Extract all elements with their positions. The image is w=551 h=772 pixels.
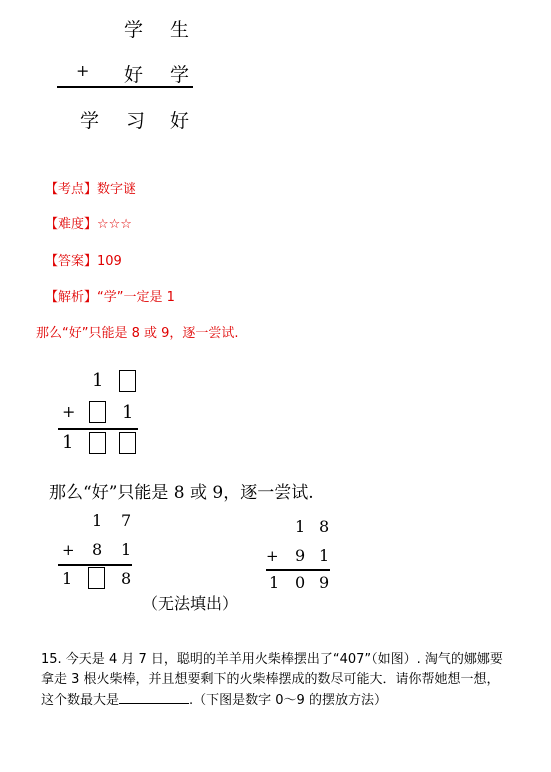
p1-digit: 好: [124, 64, 144, 86]
p4-digit: 0: [295, 573, 306, 592]
empty-box: [89, 432, 106, 454]
p3-digit: 8: [92, 540, 103, 559]
p4-digit: 1: [295, 517, 306, 536]
nandu-line: 【难度】☆☆☆: [45, 217, 132, 232]
p4-digit: 1: [319, 546, 330, 565]
p1-digit: 好: [170, 110, 190, 132]
p4-digit: 1: [269, 573, 280, 592]
plus-sign: +: [76, 61, 90, 80]
answer-blank[interactable]: [119, 690, 189, 704]
caption: 那么“好”只能是 8 或 9，逐一尝试.: [49, 483, 314, 503]
no-solution-note: （无法填出）: [142, 594, 239, 613]
question-text: 这个数最大是: [41, 693, 120, 708]
p2-digit: 1: [122, 402, 134, 423]
p1-digit: 学: [170, 64, 190, 86]
p2-digit: 1: [62, 432, 74, 453]
p3-digit: 7: [121, 511, 132, 530]
p1-digit: 生: [170, 19, 190, 41]
question-text: .（下图是数字 0～9 的摆放方法）: [189, 693, 387, 708]
plus-sign: +: [266, 547, 279, 565]
empty-box: [88, 567, 105, 589]
empty-box: [119, 432, 136, 454]
p3-digit: 1: [92, 511, 103, 530]
p2-digit: 1: [92, 370, 104, 391]
empty-box: [89, 401, 106, 423]
p4-digit: 8: [319, 517, 330, 536]
sum-line: [266, 569, 330, 571]
p3-digit: 8: [121, 569, 132, 588]
sum-line: [58, 428, 138, 430]
plus-sign: +: [62, 541, 75, 559]
jiexi-line: 【解析】“学”一定是 1: [45, 290, 175, 305]
empty-box: [119, 370, 136, 392]
analysis-line: 那么“好”只能是 8 或 9，逐一尝试.: [36, 326, 239, 341]
plus-sign: +: [62, 402, 76, 421]
sum-line: [58, 564, 132, 566]
question-line: 拿走 3 根火柴棒，并且想要剩下的火柴棒摆成的数尽可能大．请你帮她想一想，: [41, 672, 500, 687]
p1-digit: 习: [126, 110, 146, 132]
daan-line: 【答案】109: [45, 254, 122, 269]
p4-digit: 9: [319, 573, 330, 592]
question-line: [41, 690, 541, 711]
kaodian-line: 【考点】数字谜: [45, 182, 137, 197]
question-15: [41, 650, 541, 711]
p4-digit: 9: [295, 546, 306, 565]
sum-line: [57, 86, 193, 88]
p1-digit: 学: [80, 110, 100, 132]
p3-digit: 1: [121, 540, 132, 559]
p3-digit: 1: [62, 569, 73, 588]
p1-digit: 学: [124, 19, 144, 41]
question-line: 15. 今天是 4 月 7 日，聪明的羊羊用火柴棒摆出了“407”（如图）. 淘气的娜娜要: [41, 652, 503, 667]
